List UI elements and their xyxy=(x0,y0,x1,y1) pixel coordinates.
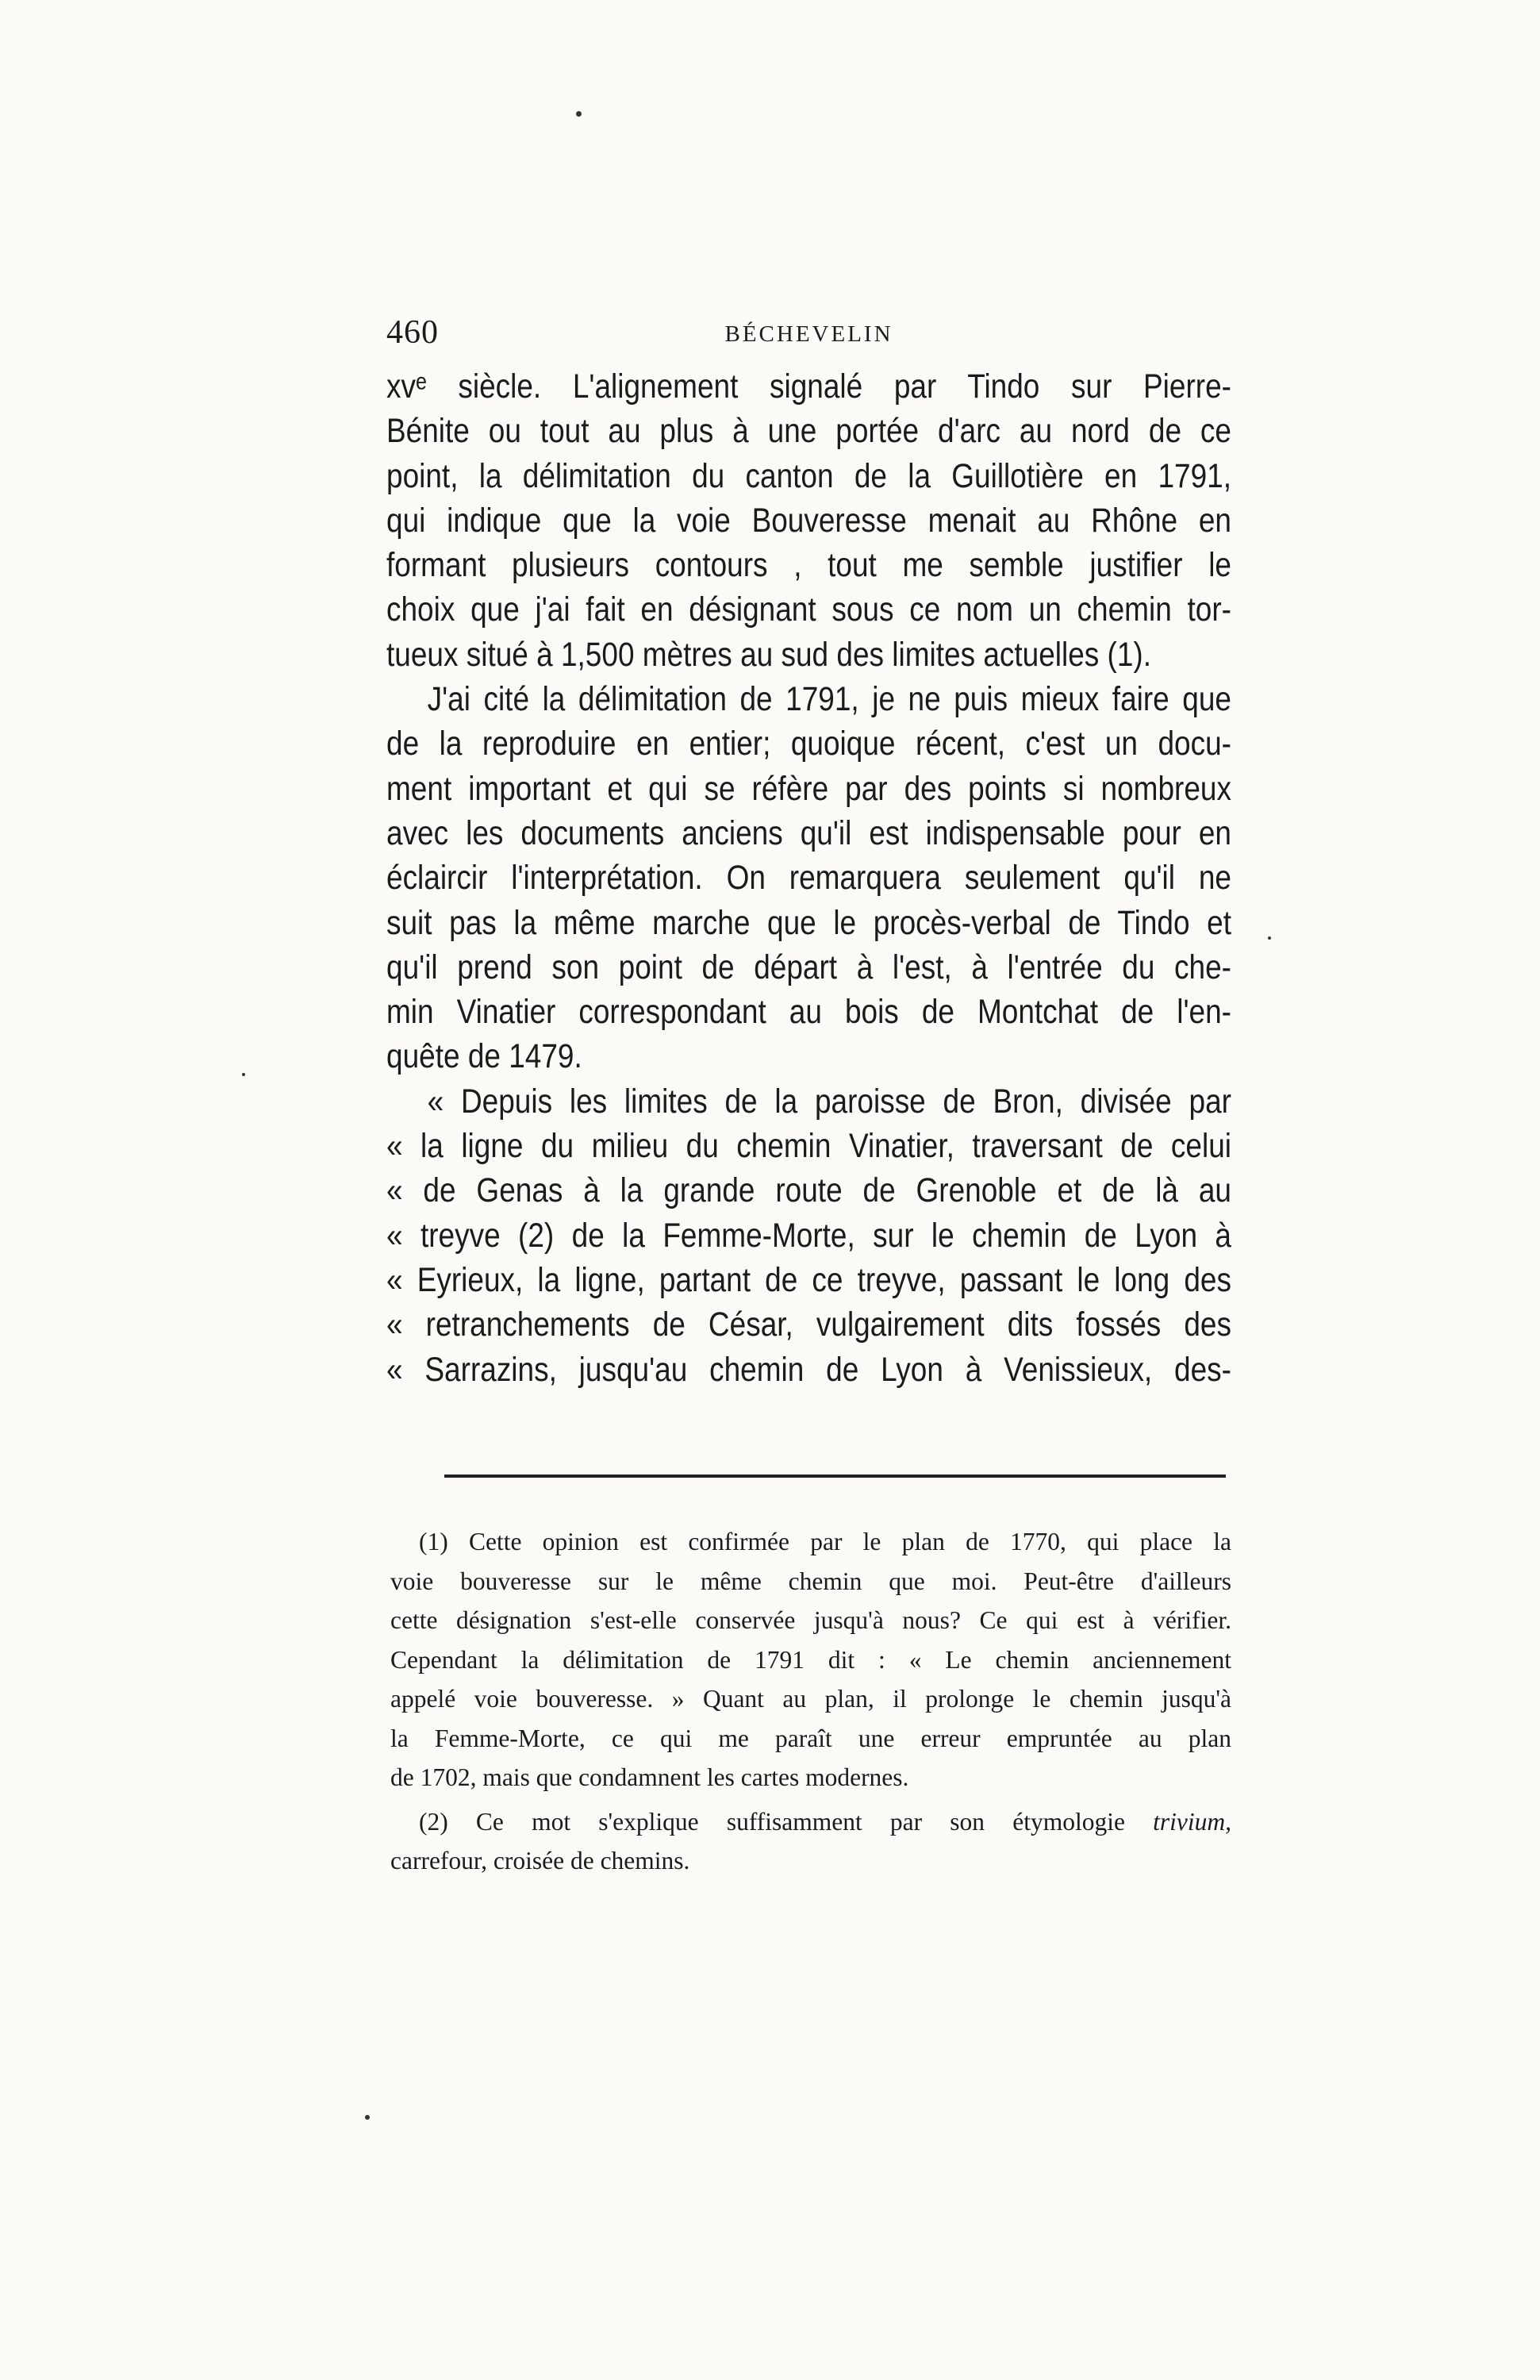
text-line: « Eyrieux, la ligne, partant de ce treyve, passant le long des xyxy=(386,1260,1231,1299)
text-line: formant plusieurs contours , tout me semble justifier le xyxy=(386,546,1231,585)
footnote-separator-rule xyxy=(444,1475,1226,1478)
footnote-line: appelé voie bouveresse. » Quant au plan, il prolonge le chemin jusqu'à xyxy=(390,1685,1231,1713)
text-line: « Sarrazins, jusqu'au chemin de Lyon à Venissieux, des- xyxy=(386,1350,1231,1389)
scan-speck xyxy=(1268,936,1271,940)
text-line: J'ai cité la délimitation de 1791, je ne puis mieux faire que xyxy=(427,680,1231,719)
footnote-text: (2) Ce mot s'explique suffisamment par son étymologie xyxy=(419,1807,1154,1836)
footnote-line: voie bouveresse sur le même chemin que moi. Peut-être d'ailleurs xyxy=(390,1567,1231,1595)
text-line: min Vinatier correspondant au bois de Montchat de l'en- xyxy=(386,993,1231,1032)
text-line: avec les documents anciens qu'il est indispensable pour en xyxy=(386,813,1231,852)
text-line: éclaircir l'interprétation. On remarquera seulement qu'il ne xyxy=(386,859,1231,898)
page-number: 460 xyxy=(386,314,439,351)
text-line: choix que j'ai fait en désignant sous ce nom un chemin tor- xyxy=(386,590,1231,629)
text-line: « de Genas à la grande route de Grenoble et de là au xyxy=(386,1171,1231,1210)
text-line: point, la délimitation du canton de la Guillotière en 1791, xyxy=(386,456,1231,495)
footnotes xyxy=(390,1522,1231,1881)
footnote-line: (1) Cette opinion est confirmée par le plan de 1770, qui place la xyxy=(419,1528,1231,1555)
running-title: BÉCHEVELIN xyxy=(724,321,893,347)
text-line: suit pas la même marche que le procès-verbal de Tindo et xyxy=(386,903,1231,942)
text-line: Bénite ou tout au plus à une portée d'arc au nord de ce xyxy=(386,412,1231,451)
footnote-line: de 1702, mais que condamnent les cartes modernes. xyxy=(390,1763,909,1791)
footnote-line: la Femme-Morte, ce qui me paraît une erreur empruntée au plan xyxy=(390,1724,1231,1752)
text-line: de la reproduire en entier; quoique récent, c'est un docu- xyxy=(386,725,1231,763)
footnote-line: cette désignation s'est-elle conservée jusqu'à nous? Ce qui est à vérifier. xyxy=(390,1606,1231,1634)
text-line: qu'il prend son point de départ à l'est, à l'entrée du che- xyxy=(386,948,1231,986)
footnote-italic-term: trivium, xyxy=(1153,1807,1231,1836)
text-line: ment important et qui se réfère par des points si nombreux xyxy=(386,769,1231,808)
running-head xyxy=(386,313,1231,353)
footnote-line: Cependant la délimitation de 1791 dit : « Le chemin anciennement xyxy=(390,1645,1231,1674)
text-line: xvᵉ siècle. L'alignement signalé par Tindo sur Pierre- xyxy=(386,367,1231,406)
body-text xyxy=(386,364,1231,1392)
text-line: quête de 1479. xyxy=(386,1037,582,1076)
scan-speck xyxy=(576,111,582,117)
footnote-line xyxy=(390,1802,1231,1842)
text-line: « la ligne du milieu du chemin Vinatier, traversant de celui xyxy=(386,1127,1231,1166)
text-line: « Depuis les limites de la paroisse de Bron, divisée par xyxy=(427,1082,1231,1121)
scan-speck xyxy=(242,1073,245,1076)
footnote-line: carrefour, croisée de chemins. xyxy=(390,1847,690,1874)
text-line: « treyve (2) de la Femme-Morte, sur le chemin de Lyon à xyxy=(386,1216,1231,1255)
text-line: « retranchements de César, vulgairement dits fossés des xyxy=(386,1305,1231,1344)
text-line: tueux situé à 1,500 mètres au sud des limites actuelles (1). xyxy=(386,635,1152,674)
text-line: qui indique que la voie Bouveresse menait au Rhône en xyxy=(386,501,1231,540)
scan-speck xyxy=(365,2115,370,2120)
